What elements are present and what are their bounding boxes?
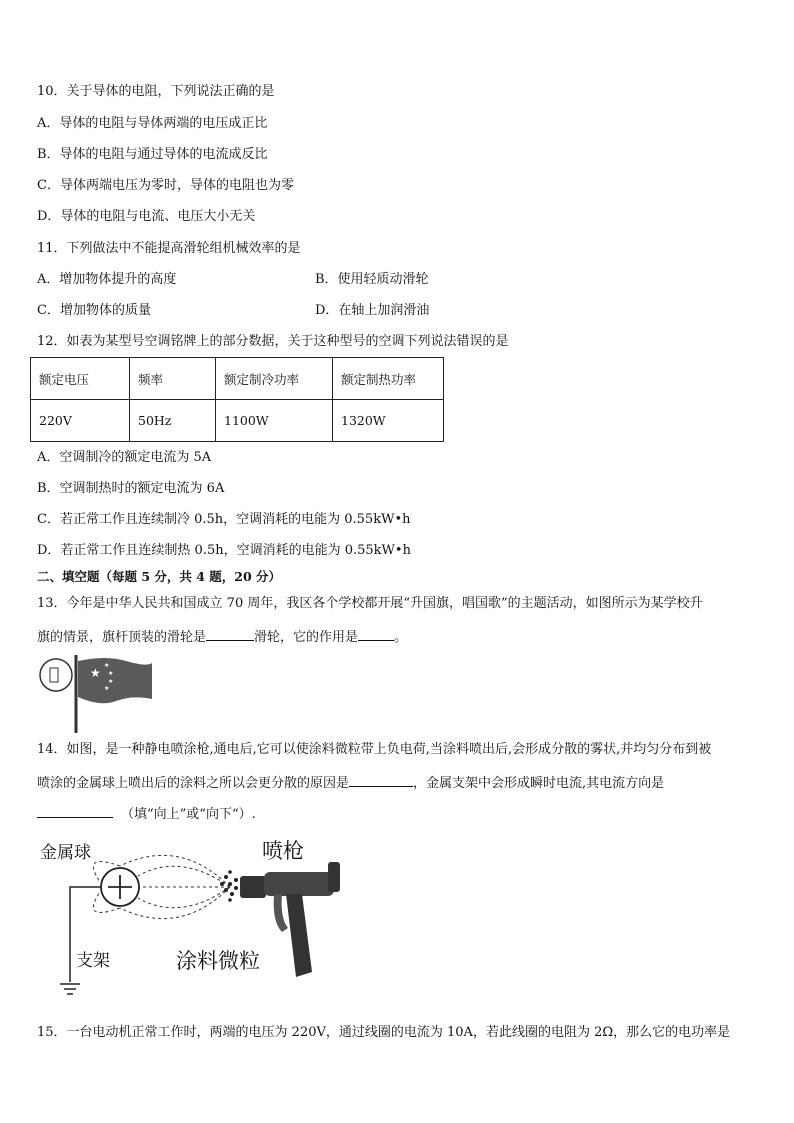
q11-option-d: D．在轴上加润滑油: [315, 303, 430, 318]
table-header-cell: 额定制冷功率: [216, 358, 333, 400]
q12-option-a: A．空调制冷的额定电流为 5A: [37, 450, 212, 465]
q14-line3: [37, 803, 256, 824]
q10-option-a: A．导体的电阻与导体两端的电压成正比: [37, 116, 268, 131]
q12-option-c: C．若正常工作且连续制冷 0.5h，空调消耗的电能为 0.55kW•h: [37, 512, 411, 527]
q13-text-c: 。: [394, 630, 408, 645]
q10-option-b: B．导体的电阻与通过导体的电流成反比: [37, 147, 268, 162]
label-metal-ball: 金属球: [40, 843, 91, 863]
q10-option-c: C．导体两端电压为零时，导体的电阻也为零: [37, 178, 294, 193]
table-cell: 50Hz: [130, 400, 216, 442]
q14-text-c: （填“向上”或“向下“）.: [121, 807, 256, 822]
table-cell: 1100W: [216, 400, 333, 442]
flag-cloth: [78, 658, 152, 703]
table-header-cell: 额定制热功率: [333, 358, 444, 400]
flag-figure: [36, 655, 156, 733]
q14-line2: [37, 772, 664, 793]
pulley-wheel: [50, 668, 58, 682]
q12-option-b: B．空调制热时的额定电流为 6A: [37, 481, 225, 496]
q11-option-c: C．增加物体的质量: [37, 303, 151, 318]
q10-option-d: D．导体的电阻与电流、电压大小无关: [37, 209, 256, 224]
flag-big-star: ★: [90, 666, 101, 680]
q11-stem: 11．下列做法中不能提高滑轮组机械效率的是: [37, 241, 301, 256]
q13-text-a: 旗的情景，旗杆顶装的滑轮是: [37, 630, 207, 645]
label-stand: 支架: [76, 951, 110, 971]
q14-text-a: 喷涂的金属球上喷出后的涂料之所以会更分散的原因是: [37, 776, 350, 791]
q13-line1: 13．今年是中华人民共和国成立 70 周年，我区各个学校都开展“升国旗，唱国歌”的主题活动，如图所示为某学校升: [37, 596, 703, 611]
q13-blank-2[interactable]: [358, 626, 394, 641]
q14-blank-1[interactable]: [349, 772, 413, 787]
flag-small-star: ★: [108, 678, 114, 685]
label-paint-particles: 涂料微粒: [176, 949, 260, 973]
table-cell: 1320W: [333, 400, 444, 442]
q14-line1: 14．如图，是一种静电喷涂枪,通电后,它可以使涂料微粒带上负电荷,当涂料喷出后,会形成分散的雾状,并均匀分布到被: [37, 742, 712, 757]
table-header-cell: 频率: [130, 358, 216, 400]
q14-text-b: ，金属支架中会形成瞬时电流,其电流方向是: [413, 776, 665, 791]
table-row: [31, 400, 444, 442]
q15-line1: 15．一台电动机正常工作时，两端的电压为 220V，通过线圈的电流为 10A，若此线圈的电阻为 2Ω，那么它的电功率是: [37, 1025, 731, 1040]
section-heading: 二、填空题（每题 5 分，共 4 题，20 分）: [37, 569, 282, 584]
q14-blank-2[interactable]: [37, 803, 113, 818]
flag-small-star: ★: [104, 685, 110, 692]
q12-stem: 12．如表为某型号空调铭牌上的部分数据，关于这种型号的空调下列说法错误的是: [37, 334, 509, 349]
q13-blank-1[interactable]: [206, 626, 254, 641]
spec-table: [30, 357, 444, 442]
q11-option-b: B．使用轻质动滑轮: [315, 272, 429, 287]
table-row: [31, 358, 444, 400]
q13-line2: [37, 626, 407, 647]
spray-gun-figure: [40, 832, 360, 1002]
q13-text-b: 滑轮，它的作用是: [254, 630, 359, 645]
table-cell: 220V: [31, 400, 130, 442]
table-header-cell: 额定电压: [31, 358, 130, 400]
flag-small-star: ★: [104, 662, 110, 669]
flag-small-star: ★: [108, 670, 114, 677]
q11-option-a: A．增加物体提升的高度: [37, 272, 177, 287]
q12-option-d: D．若正常工作且连续制热 0.5h，空调消耗的电能为 0.55kW•h: [37, 543, 411, 558]
q10-stem: 10．关于导体的电阻，下列说法正确的是: [37, 84, 275, 99]
label-spray-gun: 喷枪: [262, 839, 304, 863]
